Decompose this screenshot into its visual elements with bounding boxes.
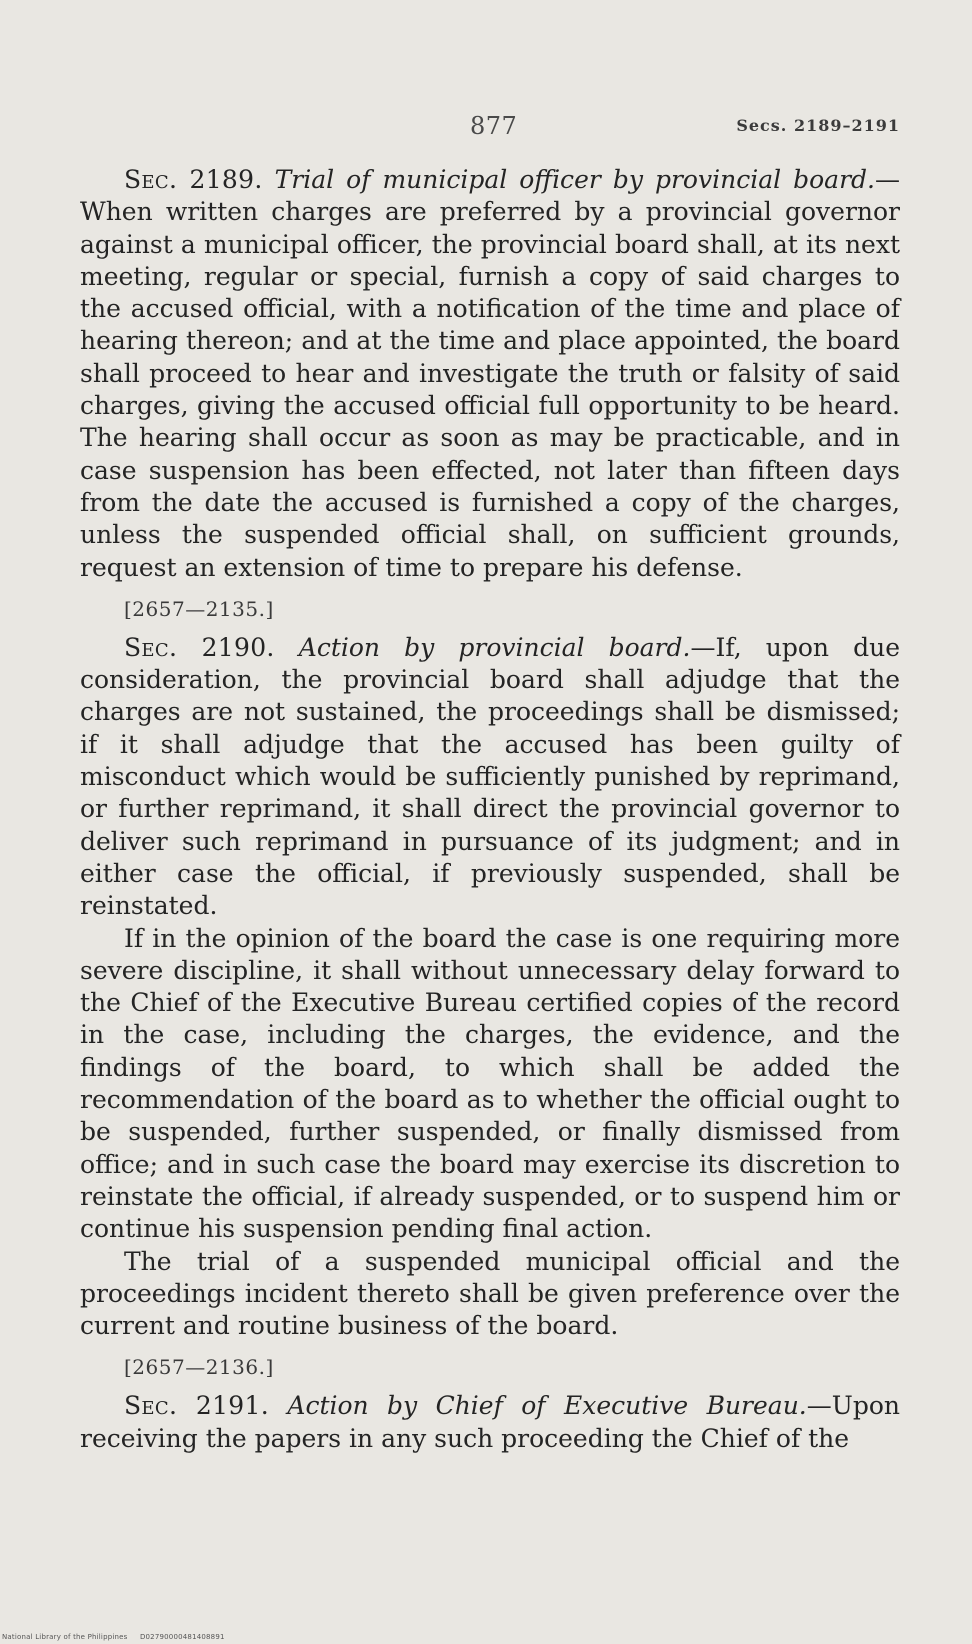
library-name: National Library of the Philippines: [2, 1633, 128, 1641]
page-header: [80, 112, 900, 148]
page-number: 877: [470, 112, 518, 140]
section-2189: Sec. 2189. Trial of municipal officer by provincial board.—When written charges are preferred by a provincial governor against a municipal officer, the provincial board shall, at its next meeting, regular or special, furnish a copy of said charges to the accused official, with a notification of the time and place of hearing thereon; and at the time and place appointed, the board shall proceed to hear and investigate the truth or falsity of said charges, giving the accused official full opportunity to be heard. The hearing shall occur as soon as may be practicable, and in case suspension has been effected, not later than fifteen days from the date the accused is furnished a copy of the charges, unless the suspended official shall, on sufficient grounds, request an extension of time to prepare his defense.: [80, 165, 900, 582]
section-paragraph: Upon receiving the papers in any such proceeding the Chief of the: [80, 1391, 900, 1453]
section-paragraph: If, upon due consideration, the provincial board shall adjudge that the charges are not sustained, the proceedings shall be dismissed; if it shall adjudge that the accused has been guilty of misconduct which would be sufficiently punished by reprimand, or further reprimand, it shall direct the provincial governor to deliver such reprimand in pursuance of its judgment; and in either case the official, if previously suspended, shall be reinstated.: [80, 632, 900, 921]
section-label: Sec. 2189.: [124, 165, 263, 194]
section-2190: Sec. 2190. Action by provincial board.—If, upon due consideration, the provincial board shall adjudge that the charges are not sustained, the proceedings shall be dismissed; if it shall adjudge that the accused has been guilty of misconduct which would be sufficiently punished by reprimand, or further reprimand, it shall direct the provincial governor to deliver such reprimand in pursuance of its judgment; and in either case the official, if previously suspended, shall be reinstated.: [80, 632, 900, 921]
statute-reference: [2657—2135.]: [124, 596, 274, 621]
record-id: D02790000481408891: [139, 1633, 225, 1641]
section-title: Action by Chief of Executive Bureau.: [287, 1391, 807, 1421]
section-range: Secs. 2189–2191: [736, 116, 900, 135]
document-body: [80, 164, 900, 1455]
scan-footer: [2, 1633, 225, 1641]
section-2191: Sec. 2191. Action by Chief of Executive Bureau.—Upon receiving the papers in any such proceeding the Chief of the: [80, 1391, 900, 1453]
section-label: Sec. 2190.: [124, 632, 275, 662]
section-title: Action by provincial board.: [298, 632, 691, 662]
section-paragraph: When written charges are preferred by a provincial governor against a municipal officer, the provincial board shall, at its next meeting, regular or special, furnish a copy of said charges to the accused official, with a notification of the time and place of hearing thereon; and at the time and place appointed, the board shall proceed to hear and investigate the truth or falsity of said charges, giving the accused official full opportunity to be heard. The hearing shall occur as soon as may be practicable, and in case suspension has been effected, not later than fifteen days from the date the accused is furnished a copy of the charges, unless the suspended official shall, on sufficient grounds, request an extension of time to prepare his defense.: [80, 197, 900, 582]
section-title: Trial of municipal officer by provincial board.: [274, 165, 875, 194]
statute-reference: [2657—2136.]: [124, 1355, 274, 1380]
section-paragraph: If in the opinion of the board the case is one requiring more severe discipline, it shall without unnecessary delay forward to the Chief of the Executive Bureau certified copies of the record in the case, including the charges, the evidence, and the findings of the board, to which shall be added the recommendation of the board as to whether the official ought to be suspended, further suspended, or finally dismissed from office; and in such case the board may exercise its discretion to reinstate the official, if already suspended, or to suspend him or continue his suspension pending final action.: [80, 923, 900, 1244]
section-label: Sec. 2191.: [124, 1391, 269, 1421]
section-paragraph: The trial of a suspended municipal official and the proceedings incident thereto shall be given preference over the current and routine business of the board.: [80, 1246, 900, 1341]
